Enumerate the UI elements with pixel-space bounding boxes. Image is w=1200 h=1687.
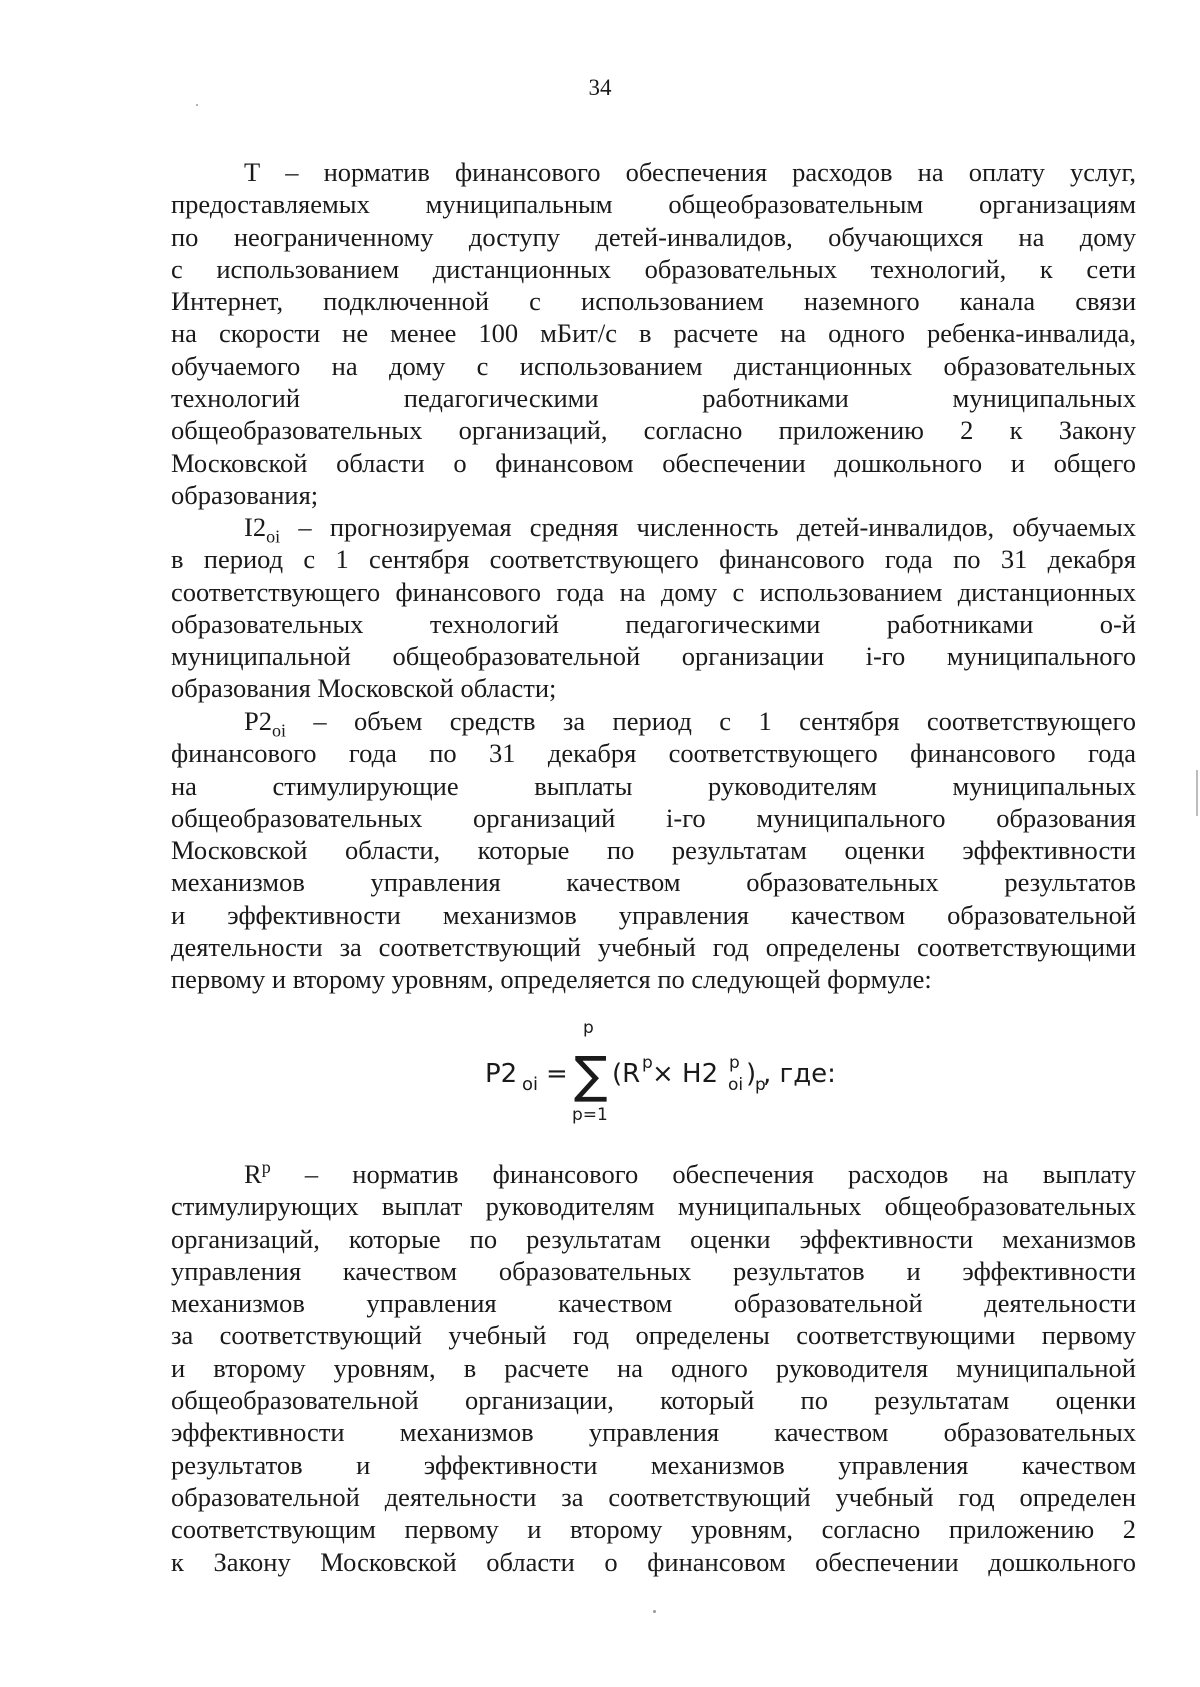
text-line [171,511,1136,547]
text-line: результатов и эффективности механизмов управления качеством [171,1449,1136,1480]
text-line: первому и второму уровням, определяется по следующей формуле: [171,964,932,995]
text-line: общеобразовательной организации, который по результатам оценки [171,1385,1136,1416]
text-line: и второму уровням, в расчете на одного руководителя муниципальной [171,1352,1136,1383]
text-line [171,1158,1136,1190]
text-line: общеобразовательных организаций i-го муниципального образования [171,802,1136,833]
text-line: по неограниченному доступу детей-инвалидов, обучающихся на дому [171,221,1136,252]
formula-times: × H2 [652,1059,719,1089]
text-line: организаций, которые по результатам оценки эффективности механизмов [171,1223,1136,1254]
text-line: образования Московской области; [171,673,557,704]
text-line: на скорости не менее 100 мБит/с в расчете на одного ребенка-инвалида, [171,318,1136,349]
text-line: с использованием дистанционных образовательных технологий, к сети [171,253,1136,284]
symbol-subscript: oi [266,526,281,547]
text-line: к Закону Московской области о финансовом обеспечении дошкольного [171,1546,1136,1577]
symbol-r: R [244,1159,262,1189]
formula-h-sub: oi [728,1075,744,1095]
text-line: обучаемого на дому с использованием дистанционных образовательных [171,350,1136,381]
line-text: – объем средств за период с 1 сентября соответствующего [286,706,1136,736]
scan-margin-mark [1196,770,1198,816]
text-line: Московской области о финансовом обеспечении дошкольного и общего [171,447,1136,478]
paragraph-t-definition [171,156,1136,511]
scan-speck [196,104,198,106]
paragraph-r-definition [171,1158,1136,1578]
text-line: образовательной деятельности за соответствующий учебный год определен [171,1481,1136,1512]
line-text: – норматив финансового обеспечения расходов на выплату [270,1159,1136,1189]
formula-upper-limit: p [583,1020,594,1038]
text-line: образования; [171,479,319,510]
scan-speck [653,1610,656,1613]
text-line: Московской области, которые по результатам оценки эффективности [171,835,1136,866]
text-line: и эффективности механизмов управления качеством образовательной [171,899,1136,930]
text-line: общеобразовательных организаций, согласно приложению 2 к Закону [171,415,1136,446]
page-number: 34 [588,75,612,100]
text-line: в период с 1 сентября соответствующего финансового года по 31 декабря [171,544,1136,575]
formula-tail: , где: [763,1059,836,1089]
line-text: – прогнозируемая средняя численность детей-инвалидов, обучаемых [280,512,1136,542]
text-line: муниципальной общеобразовательной организации i-го муниципального [171,641,1136,672]
formula-equals: = [546,1059,568,1089]
text-line: соответствующего финансового года на дому с использованием дистанционных [171,576,1136,607]
text-line: на стимулирующие выплаты руководителям муниципальных [171,770,1136,801]
text-line: эффективности механизмов управления качеством образовательных [171,1417,1136,1448]
formula-open: (R [612,1059,641,1089]
text-line: технологий педагогическими работниками муниципальных [171,383,1136,414]
formula-outer-sub: p [755,1075,766,1095]
text-line: за соответствующий учебный год определены соответствующими первому [171,1320,1136,1351]
text-line: механизмов управления качеством образовательных результатов [171,867,1136,898]
text-line: управления качеством образовательных результатов и эффективности [171,1255,1136,1286]
text-line: деятельности за соответствующий учебный год определены соответствующими [171,932,1136,963]
text-line: Т – норматив финансового обеспечения расходов на оплату услуг, [244,157,1136,187]
formula-lower-limit: p=1 [572,1105,608,1125]
text-line: финансового года по 31 декабря соответствующего финансового года [171,738,1136,769]
formula-p2 [0,1020,1200,1130]
text-line [171,705,1136,741]
text-line: Интернет, подключенной с использованием наземного канала связи [171,286,1136,317]
symbol-subscript: oi [272,720,287,741]
symbol-superscript: p [261,1157,271,1178]
symbol-i2: I2 [244,512,267,542]
formula-lhs-sub: oi [522,1074,539,1095]
text-line: предоставляемых муниципальным общеобразовательным организациям [171,189,1136,220]
formula-lhs: P2 [485,1059,518,1089]
formula-h-sup: p [729,1053,740,1073]
text-line: соответствующим первому и второму уровням, согласно приложению 2 [171,1514,1136,1545]
symbol-p2: P2 [244,706,272,736]
paragraph-i2-definition [171,511,1136,705]
formula-sigma: ∑ [574,1046,608,1104]
formula-r-sup: p [642,1053,653,1073]
paragraph-p2-definition [171,705,1136,996]
text-line: образовательных технологий педагогическими работниками о-й [171,608,1136,639]
formula-close: ) [746,1059,757,1089]
text-line: стимулирующих выплат руководителям муниципальных общеобразовательных [171,1191,1136,1222]
text-line: механизмов управления качеством образовательной деятельности [171,1288,1136,1319]
formula-svg [0,1020,1200,1130]
